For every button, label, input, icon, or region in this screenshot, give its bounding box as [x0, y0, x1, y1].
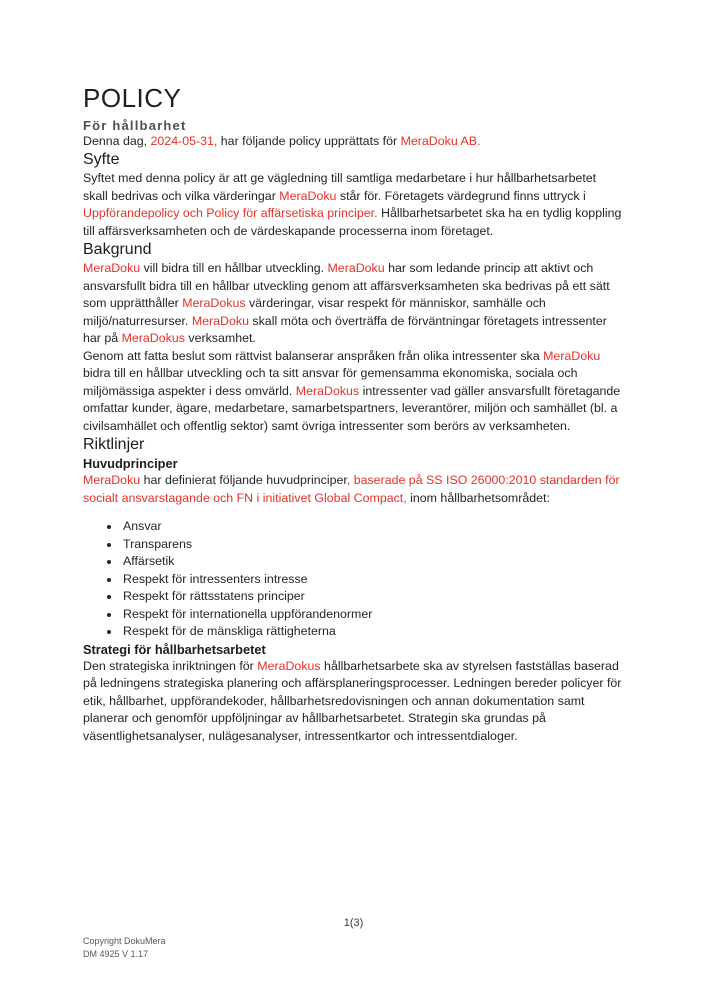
red-text-run: , baserade på SS ISO 26000:2010 standarden för socialt ansvarstagande och FN i initiativet Global Compact, — [83, 473, 620, 505]
red-text-run: MeraDokus — [121, 331, 185, 346]
page-number: 1(3) — [343, 917, 364, 929]
red-text-run: MeraDokus — [295, 383, 360, 398]
text-run: inom hållbarhetsområdet: — [406, 490, 550, 505]
bullet-item: • Transparens — [121, 536, 624, 554]
text-run: har definierat följande huvudprinciper — [140, 473, 347, 488]
text-run: intressenter vad gäller ansvarsfullt företagande omfattar kunder, ägare, medarbetare, samarbetspartners, leverantörer, miljön och samhället (bl. a civilsamhället och offentlig sektor) samt övriga intressenter som berörs av verksamheten. — [83, 383, 621, 433]
text-run: står för. Företagets värdegrund finns uttryck i — [336, 188, 586, 203]
red-text-run: MeraDokus — [182, 296, 246, 311]
text-run: skall möta och överträffa de förväntningar företagets intressenter har på — [83, 313, 607, 346]
red-text-run: MeraDoku — [279, 188, 337, 203]
text-run: bidra till en hållbar utveckling och ta sitt ansvar för gemensamma ekonomiska, sociala och miljömässiga aspekter i dess omvärld. — [83, 366, 578, 398]
bullet-item: • Respekt för rättsstatens principer — [121, 588, 624, 606]
text-run: Hållbarhetsarbetet ska ha en tydlig koppling till affärsverksamheten och de värdeskapande processerna inom företaget. — [83, 206, 622, 238]
text-run: har som ledande princip att aktivt och ansvarsfullt bidra till en hållbar utveckling genom att affärsverksamheten ska bedrivas på ett sätt som upprätthåller — [83, 261, 610, 311]
text-run: Denna dag, — [83, 133, 151, 148]
bullet-item: • Respekt för intressenters intresse — [121, 571, 624, 589]
red-text-run: MeraDoku — [543, 348, 601, 363]
strategi-paragraph — [83, 658, 624, 746]
text-run: har följande policy upprättats för — [217, 133, 401, 148]
red-text-run: MeraDoku — [327, 261, 385, 276]
red-text-run: MeraDoku — [83, 473, 141, 488]
section-heading-syfte: Syfte — [83, 151, 120, 169]
red-text-run: MeraDoku — [191, 313, 249, 328]
version-line: DM 4925 V 1.17 — [83, 948, 149, 959]
text-run: hållbarhetsarbete ska av styrelsen fastställas baserad på ledningens strategiska planering och affärsplaneringsprocesser. Ledningen bereder policyer för etik, hållbarhet, uppförandekoder, hållbarhetsredovisningen och annan dokumentation samt planerar och genomför uppföljningar av hållbarhetsarbetet. Strategin ska grundas på väsentlighetsanalyser, nulägesanalyser, intressentkartor och intressentdialoger. — [83, 658, 622, 743]
text-run: värderingar, visar respekt för människor, samhälle och miljö/naturresurser. — [83, 296, 546, 328]
principles-bullet-list — [83, 518, 624, 641]
document-title: POLICY — [83, 83, 182, 113]
red-text-run: MeraDoku AB. — [400, 133, 481, 148]
text-run: Syftet med denna policy är att ge vägledning till samtliga medarbetare i hur hållbarhetsarbetet skall bedrivas och vilka värderingar — [83, 171, 597, 203]
document-content — [83, 84, 624, 745]
red-text-run: 2024-05-31, — [150, 133, 218, 148]
bullet-item: • Respekt för de mänskliga rättigheterna — [121, 623, 624, 641]
text-run: Genom att fatta beslut som rättvist balanserar anspråken från olika intressenter ska — [83, 348, 544, 363]
section-heading-bakgrund: Bakgrund — [83, 241, 152, 259]
subheading-strategi: Strategi för hållbarhetsarbetet — [83, 641, 266, 657]
text-run: Den strategiska inriktningen för — [83, 658, 258, 673]
document-subtitle: För hållbarhet — [83, 117, 187, 133]
copyright-line: Copyright DokuMera — [83, 936, 166, 946]
intro-paragraph — [83, 133, 624, 151]
text-run: vill bidra till en hållbar utveckling. — [140, 261, 328, 276]
red-text-run: MeraDoku — [83, 261, 141, 276]
bakgrund-paragraph-2 — [83, 348, 624, 436]
text-run: verksamhet. — [184, 331, 256, 346]
footer-copyright — [83, 935, 166, 960]
syfte-paragraph — [83, 170, 624, 240]
bakgrund-paragraph-1 — [83, 260, 624, 348]
huvudprinciper-paragraph — [83, 472, 624, 507]
bullet-item: • Affärsetik — [121, 553, 624, 571]
red-text-run: Uppförandepolicy och Policy för affärsetiska principer. — [83, 206, 378, 221]
subheading-huvudprinciper: Huvudprinciper — [83, 456, 178, 472]
red-text-run: MeraDokus — [257, 658, 321, 673]
bullet-item: • Ansvar — [121, 518, 624, 536]
bullet-item: • Respekt för internationella uppförandenormer — [121, 606, 624, 624]
section-heading-riktlinjer: Riktlinjer — [83, 436, 145, 454]
